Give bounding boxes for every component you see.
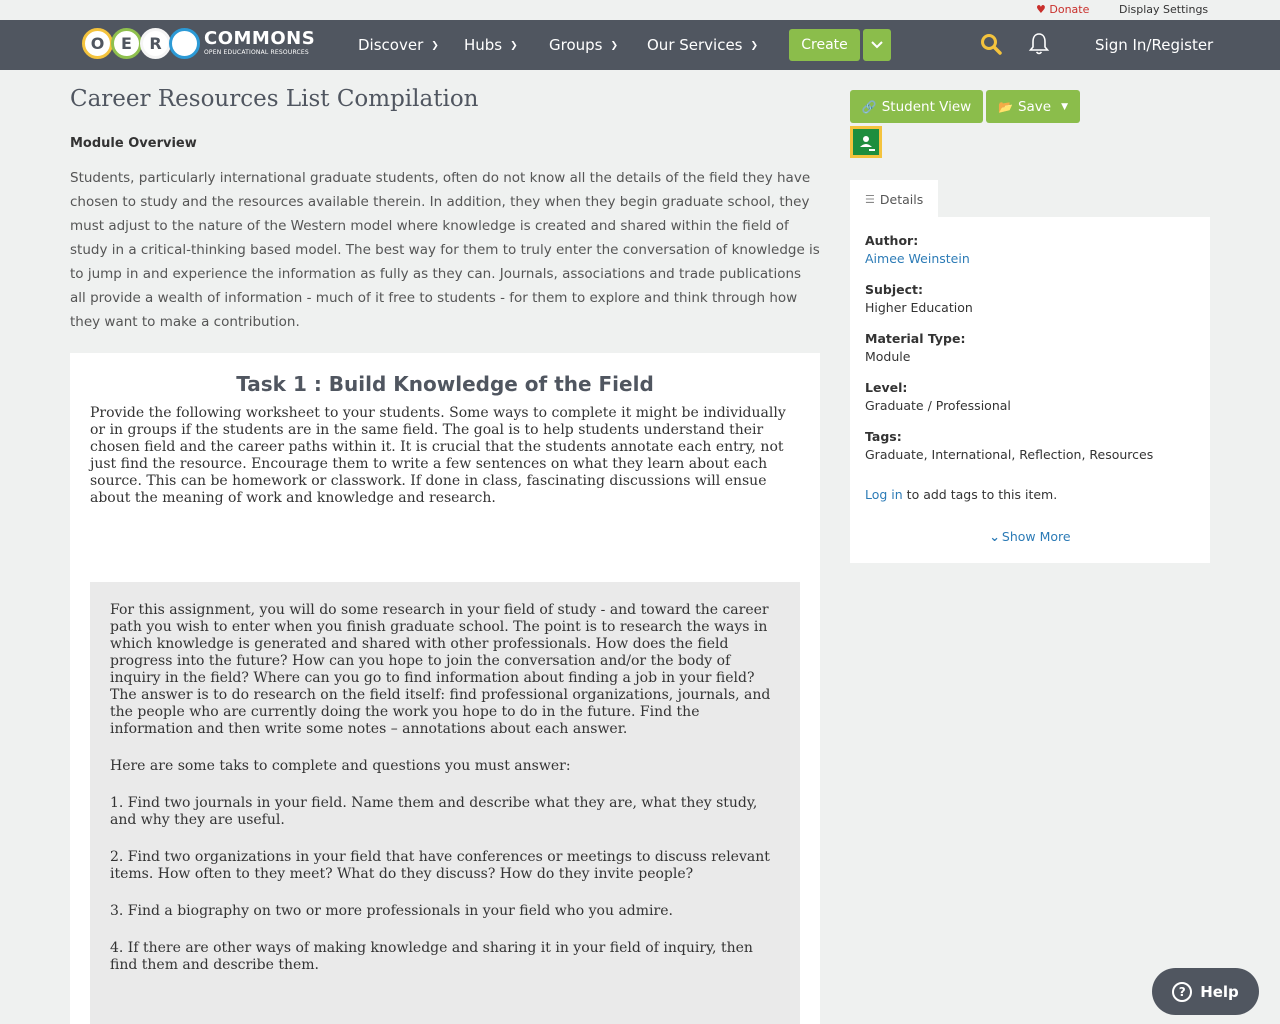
help-button[interactable] [1152, 968, 1259, 1015]
level-value: Graduate / Professional [865, 398, 1011, 413]
help-label: Help [1200, 982, 1239, 1001]
tags-label: Tags: [865, 429, 902, 444]
author-label: Author: [865, 233, 919, 248]
create-button[interactable]: Create [789, 29, 860, 61]
assignment-paragraph: 4. If there are other ways of making knowledge and sharing it in your field of inquiry, then find them and describe them. [110, 940, 753, 973]
list-icon: ☰ [865, 192, 875, 206]
link-icon: 🔗 [861, 99, 877, 114]
assignment-paragraph: 1. Find two journals in your field. Name them and describe what they are, what they study, and why they are useful. [110, 795, 758, 828]
assignment-box [90, 582, 800, 1024]
heart-icon: ♥ [1036, 3, 1046, 16]
nav-our-services-label: Our Services [647, 36, 743, 54]
login-suffix: to add tags to this item. [902, 487, 1058, 502]
nav-groups-label: Groups [549, 36, 603, 54]
login-link[interactable]: Log in [865, 487, 903, 502]
save-label: Save [1017, 98, 1052, 115]
module-overview-text: Students, particularly international graduate students, often do not know all the details of the field they have chosen to study and the resources available therein. In addition, they when they begin graduate school, they must adjust to the nature of the Western model where knowledge is created and shared within the field of study in a critical-thinking based model. The best way for them to truly enter the conversation of knowledge is to jump in and experience the information as fully as they can. Journals, associations and trade publications all provide a wealth of information - much of it free to students - for them to explore and think through how they want to make a contribution. [70, 170, 820, 330]
create-dropdown-toggle[interactable] [863, 29, 891, 61]
logo-letter-o: O [82, 28, 113, 59]
material-type-label: Material Type: [865, 331, 966, 346]
tab-details-label: Details [879, 191, 924, 207]
student-view-button[interactable] [850, 90, 983, 123]
assignment-paragraph: For this assignment, you will do some research in your field of study - and toward the career path you wish to enter when you finish graduate school. The point is to research the ways in which knowledge is generated and shared with other professionals. How does the field progress into the future? How can you hope to join the conversation and/or the body of inquiry in the field? Where can you go to find information about finding a job in your field? The answer is to do research on the field itself: find professional organizations, journals, and the people who are currently doing the work you hope to do in the future. Find the information and then write some notes – annotations about each answer. [110, 602, 771, 737]
assignment-paragraph: Here are some taks to complete and questions you must answer: [110, 758, 571, 774]
caret-down-icon: ▼ [1061, 101, 1068, 112]
donate-link[interactable] [1036, 3, 1089, 16]
nav-groups[interactable] [549, 36, 618, 54]
oer-commons-logo[interactable] [82, 26, 315, 60]
logo-letter-r: R [140, 28, 171, 59]
logo-wordmark [204, 30, 315, 56]
chevron-down-icon: ❯ [510, 41, 518, 51]
page-title: Career Resources List Compilation [70, 86, 479, 112]
task-card [70, 353, 820, 1024]
classroom-people-icon [853, 129, 879, 155]
task-title: Task 1 : Build Knowledge of the Field [236, 372, 654, 396]
author-value [865, 251, 970, 266]
subject-label: Subject: [865, 282, 923, 297]
module-overview-heading: Module Overview [70, 136, 197, 151]
level-label: Level: [865, 380, 908, 395]
utility-bar [0, 0, 1280, 20]
nav-hubs[interactable] [464, 36, 518, 54]
tags-value: Graduate, International, Reflection, Resources [865, 447, 1154, 462]
chevron-down-icon [870, 40, 884, 50]
logo-name: COMMONS [204, 28, 316, 49]
tab-details[interactable] [850, 180, 938, 218]
bell-icon[interactable] [1028, 32, 1050, 56]
question-circle-icon: ? [1172, 982, 1192, 1002]
chevron-down-icon: ❯ [750, 41, 759, 51]
save-button[interactable] [986, 90, 1080, 123]
sign-in-register-link[interactable]: Sign In/Register [1095, 36, 1214, 54]
logo-tagline: OPEN EDUCATIONAL RESOURCES [204, 49, 309, 56]
nav-hubs-label: Hubs [464, 36, 503, 54]
donate-label: Donate [1049, 3, 1090, 16]
show-more-link[interactable] [850, 529, 1210, 544]
assignment-paragraph: 2. Find two organizations in your field that have conferences or meetings to discuss relevant items. How often to they meet? What do they discuss? How do they invite people? [110, 849, 770, 882]
chevron-down-icon: ❯ [431, 41, 439, 51]
show-more-label: Show More [1001, 529, 1071, 544]
assignment-paragraph: 3. Find a biography on two or more professionals in your field who you admire. [110, 903, 673, 919]
search-icon[interactable] [980, 33, 1002, 55]
material-type-value: Module [865, 349, 911, 364]
nav-our-services[interactable] [647, 36, 758, 54]
folder-open-icon: 📂 [997, 99, 1013, 114]
chevron-down-icon: ⌄ [989, 529, 1000, 544]
nav-discover-label: Discover [358, 36, 424, 54]
logo-circle-blue [169, 28, 200, 59]
display-settings-link[interactable]: Display Settings [1119, 3, 1209, 16]
main-navbar [0, 20, 1280, 70]
nav-discover[interactable] [358, 36, 439, 54]
google-classroom-share-icon[interactable] [850, 126, 882, 158]
task-intro-text: Provide the following worksheet to your students. Some ways to complete it might be individually or in groups if the students are in the same field. The goal is to help students understand their chosen field and the career paths within it. It is crucial that the students annotate each entry, not just find the resource. Encourage them to write a few sentences on what they learn about each source. This can be homework or classwork. If done in class, fascinating discussions will ensue about the meaning of work and knowledge and research. [90, 405, 786, 506]
chevron-down-icon: ❯ [610, 41, 619, 51]
student-view-label: Student View [881, 98, 972, 115]
author-link[interactable]: Aimee Weinstein [865, 251, 970, 266]
assignment-text [110, 602, 782, 994]
subject-value: Higher Education [865, 300, 973, 315]
details-panel [850, 217, 1210, 563]
login-to-tag-line [865, 487, 1057, 502]
classroom-board-icon [853, 129, 879, 155]
logo-letter-e: E [111, 28, 142, 59]
